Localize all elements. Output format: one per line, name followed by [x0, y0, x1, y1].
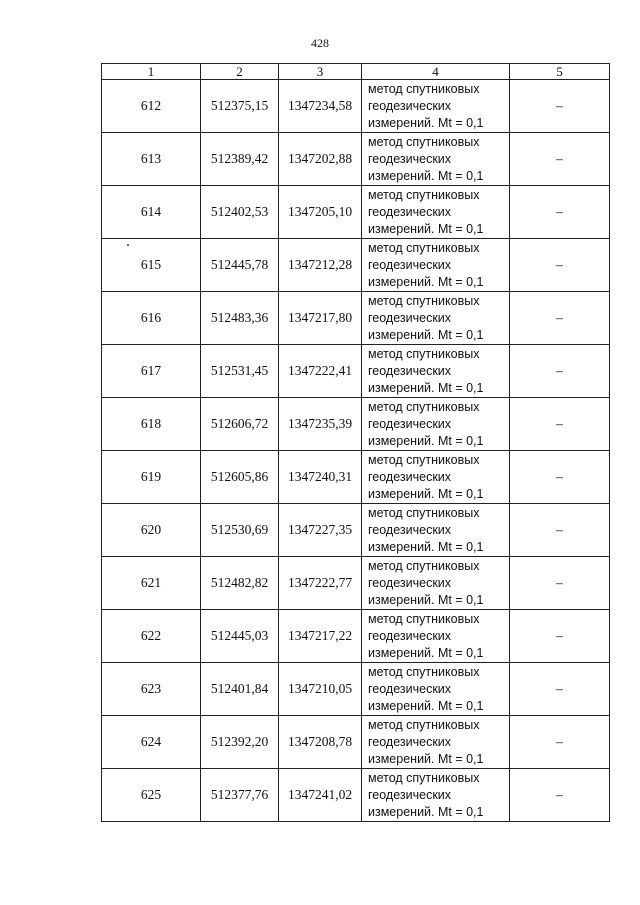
x-coordinate-cell: 512482,82	[201, 557, 279, 610]
y-coordinate-cell: 1347210,05	[279, 663, 362, 716]
header-cell-2: 2	[201, 64, 279, 80]
point-number-cell: 618	[102, 398, 201, 451]
point-number-cell: 624	[102, 716, 201, 769]
note-cell: –	[510, 557, 610, 610]
x-coordinate-cell: 512445,78	[201, 239, 279, 292]
note-cell: –	[510, 133, 610, 186]
method-line: метод спутниковых	[368, 717, 480, 732]
x-coordinate-cell: 512377,76	[201, 769, 279, 822]
point-number-cell: 612	[102, 80, 201, 133]
method-line: измерений. Mt = 0,1	[368, 592, 484, 607]
method-line: геодезических	[368, 416, 452, 431]
table-row	[102, 557, 610, 610]
method-line: измерений. Mt = 0,1	[368, 486, 484, 501]
table-row	[102, 398, 610, 451]
method-line: измерений. Mt = 0,1	[368, 168, 484, 183]
table-row	[102, 504, 610, 557]
method-line: измерений. Mt = 0,1	[368, 115, 484, 130]
method-line: геодезических	[368, 310, 452, 325]
table-row	[102, 610, 610, 663]
point-number-cell: 621	[102, 557, 201, 610]
method-line: измерений. Mt = 0,1	[368, 433, 484, 448]
table-row	[102, 80, 610, 133]
method-line: геодезических	[368, 469, 452, 484]
y-coordinate-cell: 1347217,22	[279, 610, 362, 663]
table-row	[102, 769, 610, 822]
method-line: измерений. Mt = 0,1	[368, 698, 484, 713]
y-coordinate-cell: 1347212,28	[279, 239, 362, 292]
method-line: геодезических	[368, 734, 452, 749]
point-number-cell: 616	[102, 292, 201, 345]
method-line: измерений. Mt = 0,1	[368, 645, 484, 660]
y-coordinate-cell: 1347202,88	[279, 133, 362, 186]
table-row	[102, 451, 610, 504]
method-line: измерений. Mt = 0,1	[368, 380, 484, 395]
header-cell-5: 5	[510, 64, 610, 80]
method-cell	[362, 292, 510, 345]
method-line: измерений. Mt = 0,1	[368, 751, 484, 766]
note-cell: –	[510, 716, 610, 769]
method-line: метод спутниковых	[368, 134, 480, 149]
x-coordinate-cell: 512375,15	[201, 80, 279, 133]
y-coordinate-cell: 1347205,10	[279, 186, 362, 239]
note-cell: –	[510, 663, 610, 716]
method-cell	[362, 451, 510, 504]
note-cell: –	[510, 186, 610, 239]
point-number-cell: 617	[102, 345, 201, 398]
method-line: метод спутниковых	[368, 558, 480, 573]
method-line: метод спутниковых	[368, 452, 480, 467]
y-coordinate-cell: 1347241,02	[279, 769, 362, 822]
method-cell	[362, 557, 510, 610]
header-cell-3: 3	[279, 64, 362, 80]
x-coordinate-cell: 512402,53	[201, 186, 279, 239]
method-line: метод спутниковых	[368, 664, 480, 679]
x-coordinate-cell: 512401,84	[201, 663, 279, 716]
point-number-cell: 613	[102, 133, 201, 186]
x-coordinate-cell: 512445,03	[201, 610, 279, 663]
method-line: геодезических	[368, 787, 452, 802]
method-line: геодезических	[368, 151, 452, 166]
y-coordinate-cell: 1347234,58	[279, 80, 362, 133]
method-line: метод спутниковых	[368, 81, 480, 96]
method-line: геодезических	[368, 522, 452, 537]
y-coordinate-cell: 1347222,41	[279, 345, 362, 398]
point-number-cell: 623	[102, 663, 201, 716]
table-row	[102, 345, 610, 398]
y-coordinate-cell: 1347240,31	[279, 451, 362, 504]
method-cell	[362, 239, 510, 292]
method-line: измерений. Mt = 0,1	[368, 274, 484, 289]
method-line: метод спутниковых	[368, 770, 480, 785]
table-row	[102, 186, 610, 239]
point-number-cell: 614	[102, 186, 201, 239]
point-number-cell: 622	[102, 610, 201, 663]
method-cell	[362, 186, 510, 239]
x-coordinate-cell: 512605,86	[201, 451, 279, 504]
x-coordinate-cell: 512392,20	[201, 716, 279, 769]
x-coordinate-cell: 512389,42	[201, 133, 279, 186]
method-cell	[362, 504, 510, 557]
y-coordinate-cell: 1347208,78	[279, 716, 362, 769]
method-line: метод спутниковых	[368, 611, 480, 626]
table-row	[102, 239, 610, 292]
note-cell: –	[510, 80, 610, 133]
method-cell	[362, 133, 510, 186]
note-cell: –	[510, 398, 610, 451]
method-line: геодезических	[368, 575, 452, 590]
note-cell: –	[510, 769, 610, 822]
method-line: измерений. Mt = 0,1	[368, 539, 484, 554]
point-number-cell: 615	[102, 239, 201, 292]
note-cell: –	[510, 451, 610, 504]
method-line: измерений. Mt = 0,1	[368, 221, 484, 236]
method-line: метод спутниковых	[368, 240, 480, 255]
note-cell: –	[510, 292, 610, 345]
note-cell: –	[510, 239, 610, 292]
method-line: геодезических	[368, 257, 452, 272]
method-line: метод спутниковых	[368, 293, 480, 308]
table-row	[102, 663, 610, 716]
x-coordinate-cell: 512531,45	[201, 345, 279, 398]
method-line: геодезических	[368, 363, 452, 378]
table-body	[102, 80, 610, 822]
header-cell-4: 4	[362, 64, 510, 80]
method-line: метод спутниковых	[368, 187, 480, 202]
method-line: метод спутниковых	[368, 399, 480, 414]
x-coordinate-cell: 512606,72	[201, 398, 279, 451]
header-row	[102, 64, 610, 80]
y-coordinate-cell: 1347227,35	[279, 504, 362, 557]
x-coordinate-cell: 512530,69	[201, 504, 279, 557]
method-line: метод спутниковых	[368, 346, 480, 361]
header-cell-1: 1	[102, 64, 201, 80]
method-line: измерений. Mt = 0,1	[368, 327, 484, 342]
coordinates-table	[101, 63, 610, 822]
y-coordinate-cell: 1347222,77	[279, 557, 362, 610]
method-cell	[362, 398, 510, 451]
point-number-cell: 625	[102, 769, 201, 822]
note-cell: –	[510, 610, 610, 663]
method-line: геодезических	[368, 681, 452, 696]
x-coordinate-cell: 512483,36	[201, 292, 279, 345]
note-cell: –	[510, 504, 610, 557]
point-number-cell: 620	[102, 504, 201, 557]
table-row	[102, 716, 610, 769]
method-cell	[362, 80, 510, 133]
method-line: геодезических	[368, 628, 452, 643]
table-row	[102, 292, 610, 345]
method-cell	[362, 610, 510, 663]
page-number: 428	[311, 36, 329, 50]
y-coordinate-cell: 1347217,80	[279, 292, 362, 345]
method-cell	[362, 663, 510, 716]
method-line: геодезических	[368, 204, 452, 219]
table-row	[102, 133, 610, 186]
point-number-cell: 619	[102, 451, 201, 504]
y-coordinate-cell: 1347235,39	[279, 398, 362, 451]
method-line: метод спутниковых	[368, 505, 480, 520]
note-cell: –	[510, 345, 610, 398]
method-cell	[362, 769, 510, 822]
method-cell	[362, 345, 510, 398]
method-cell	[362, 716, 510, 769]
method-line: геодезических	[368, 98, 452, 113]
method-line: измерений. Mt = 0,1	[368, 804, 484, 819]
